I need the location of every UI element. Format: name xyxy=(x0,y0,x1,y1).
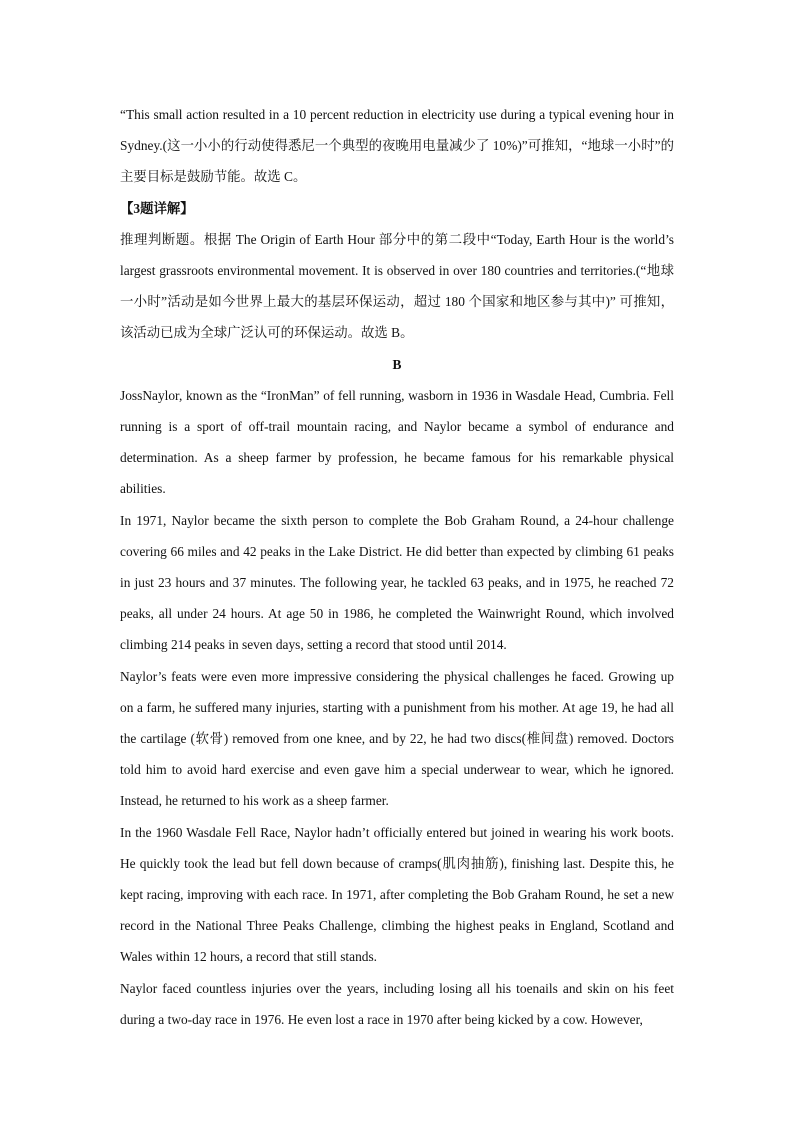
question-3-heading: 【3题详解】 xyxy=(120,200,194,216)
passage-paragraph-4: In the 1960 Wasdale Fell Race, Naylor hadn’t officially entered but joined in wearing his work boots. He quickly took the lead but fell down because of cramps(肌肉抽筋), finishing last. Despite this, he kept racing, improving with each race. In 1971, after completing the Bob Graham Round, he set a new record in the National Three Peaks Challenge, climbing the highest peaks in England, Scotland and Wales within 12 hours, a record that still stands. xyxy=(120,824,674,965)
answer-explanation-paragraph: “This small action resulted in a 10 percent reduction in electricity use during a typical evening hour in Sydney.(这一小小的行动使得悉尼一个典型的夜晚用电量减少了 10%)”可推知，“地球一小时”的主要目标是鼓励节能。故选 C。 xyxy=(120,107,674,185)
question-3-explanation: 推理判断题。根据 The Origin of Earth Hour 部分中的第二段中“Today, Earth Hour is the world’s largest grassroots environmental movement. It is observed in over 180 countries and territories.(“地球一小时”活动是如今世界上最大的基层环保运动，超过 180 个国家和地区参与其中)” 可推知，该活动已成为全球广泛认可的环保运动。故选 B。 xyxy=(120,231,674,341)
passage-paragraph-5: Naylor faced countless injuries over the years, including losing all his toenails and skin on his feet during a two-day race in 1976. He even lost a race in 1970 after being kicked by a cow. However, xyxy=(120,980,674,1027)
passage-paragraph-3: Naylor’s feats were even more impressive considering the physical challenges he faced. Growing up on a farm, he suffered many injuries, starting with a punishment from his mother. At age 19, he had all the cartilage (软骨) removed from one knee, and by 22, he had two discs(椎间盘) removed. Doctors told him to avoid hard exercise and even gave him a special underwear to wear, which he ignored. Instead, he returned to his work as a sheep farmer. xyxy=(120,668,674,809)
passage-label: B xyxy=(392,356,402,372)
passage-paragraph-2: In 1971, Naylor became the sixth person to complete the Bob Graham Round, a 24-hour challenge covering 66 miles and 42 peaks in the Lake District. He did better than expected by climbing 61 peaks in just 23 hours and 37 minutes. The following year, he tackled 63 peaks, and in 1975, he reached 72 peaks, all under 24 hours. At age 50 in 1986, he completed the Wainwright Round, which involved climbing 214 peaks in seven days, setting a record that stood until 2014. xyxy=(120,512,674,653)
passage-paragraph-1: JossNaylor, known as the “IronMan” of fell running, wasborn in 1936 in Wasdale Head, Cumbria. Fell running is a sport of off-trail mountain racing, and Naylor became a symbol of endurance and determination. As a sheep farmer by profession, he became famous for his remarkable physical abilities. xyxy=(120,387,674,497)
